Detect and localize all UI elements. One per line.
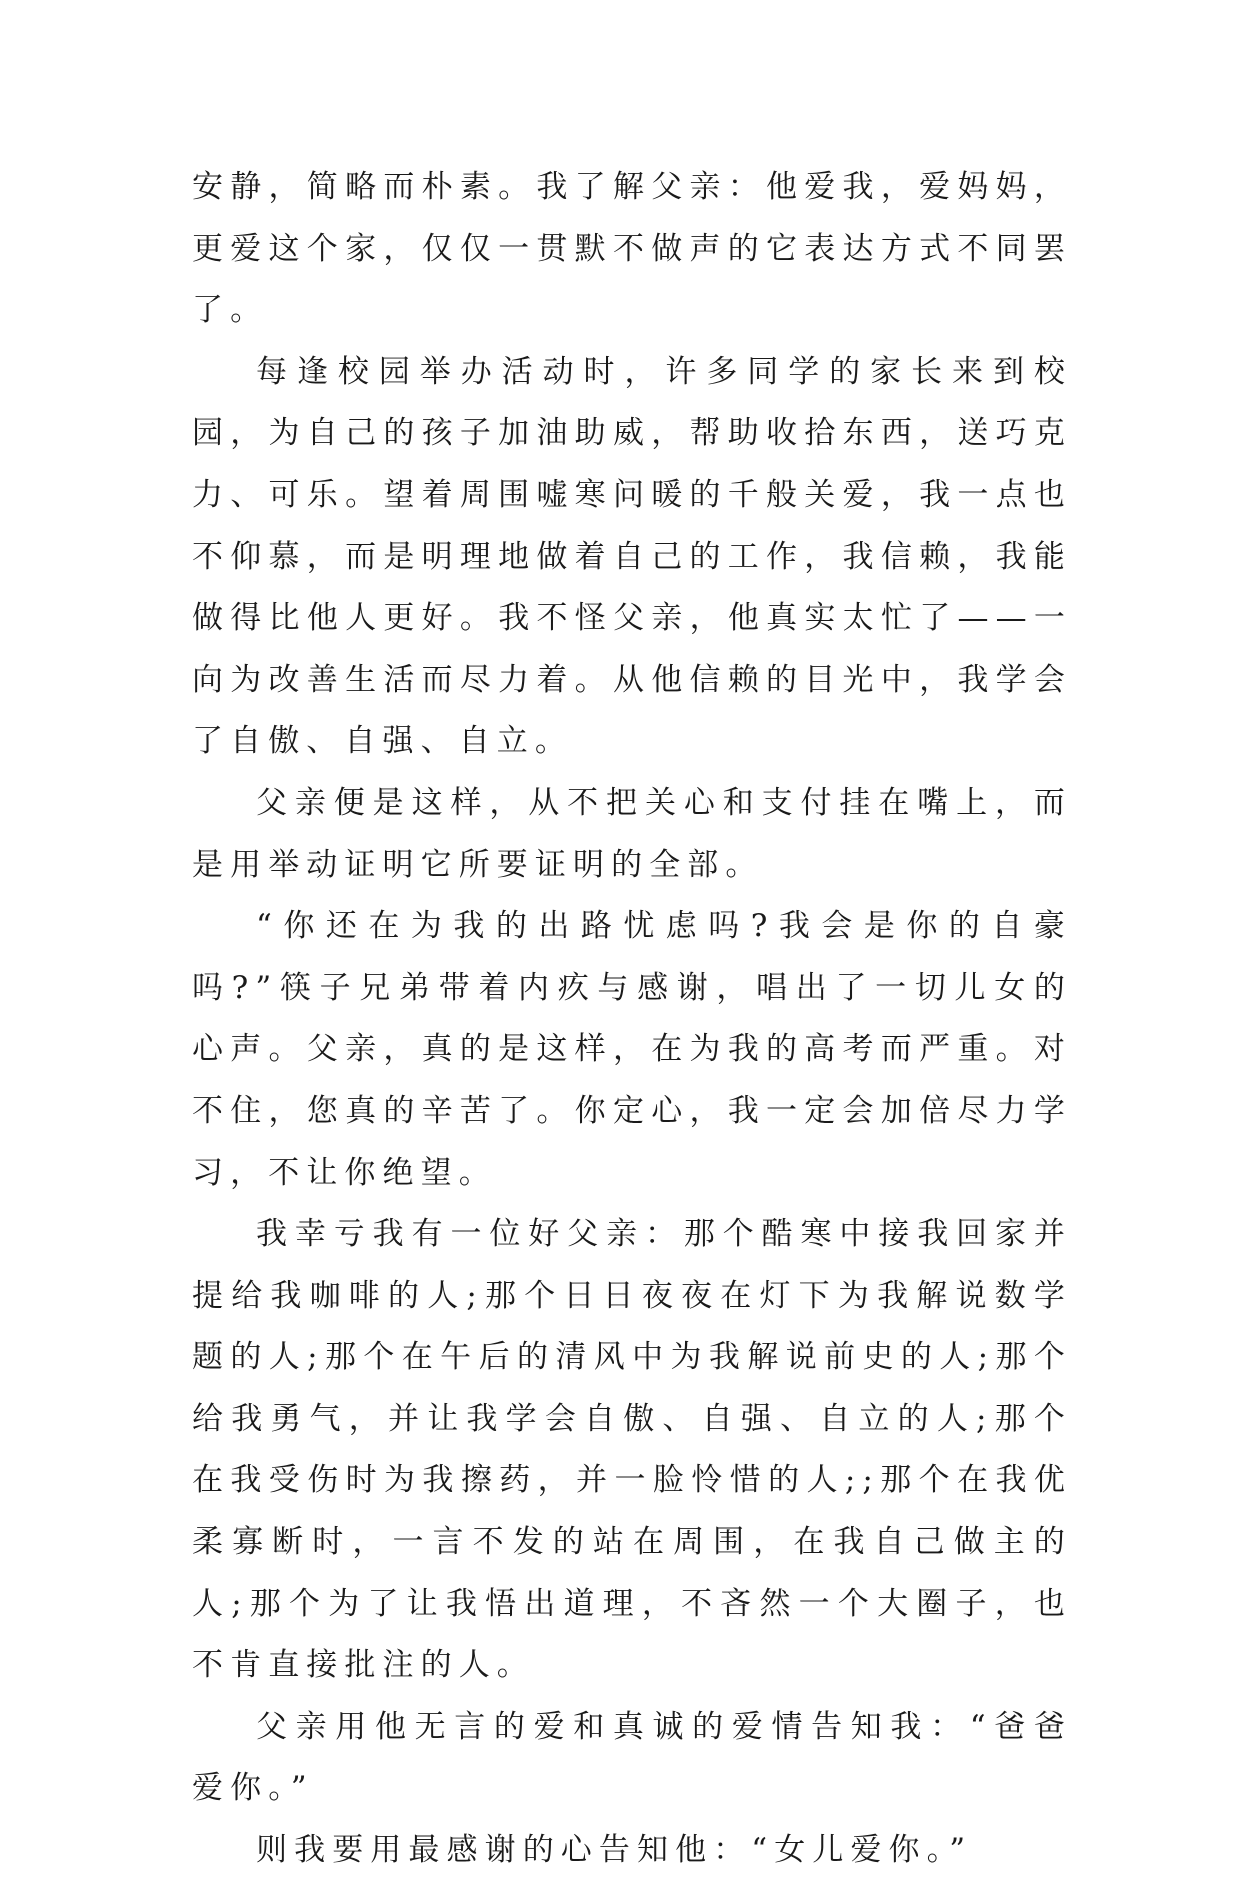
- paragraph-4: “你还在为我的出路忧虑吗?我会是你的自豪吗?”筷子兄弟带着内疚与感谢，唱出了一切儿女的心声。父亲，真的是这样，在为我的高考而严重。对不住，您真的辛苦了。你定心，我一定会加倍尽力学习，不让你绝望。: [192, 908, 1072, 1191]
- paragraph-2: 每逢校园举办活动时，许多同学的家长来到校园，为自己的孩子加油助威，帮助收拾东西，送巧克力、可乐。望着周围嘘寒问暖的千般关爱，我一点也不仰慕，而是明理地做着自己的工作，我信赖，我能做得比他人更好。我不怪父亲，他真实太忙了——一向为改善生活而尽力着。从他信赖的目光中，我学会了自傲、自强、自立。: [192, 353, 1072, 760]
- body-text: [192, 157, 1072, 1882]
- paragraph-1: 安静，简略而朴素。我了解父亲：他爱我，爱妈妈，更爱这个家，仅仅一贯默不做声的它表达方式不同罢了。: [192, 169, 1072, 329]
- paragraph-5: 我幸亏我有一位好父亲：那个酷寒中接我回家并提给我咖啡的人;那个日日夜夜在灯下为我解说数学题的人;那个在午后的清风中为我解说前史的人;那个给我勇气，并让我学会自傲、自强、自立的人;那个在我受伤时为我擦药，并一脸怜惜的人;;那个在我优柔寡断时，一言不发的站在周围，在我自己做主的人;那个为了让我悟出道理，不吝然一个大圈子，也不肯直接批注的人。: [192, 1216, 1072, 1684]
- paragraph-6: 父亲用他无言的爱和真诚的爱情告知我：“爸爸爱你。”: [192, 1708, 1072, 1807]
- paragraph-7: 则我要用最感谢的心告知他：“女儿爱你。”: [256, 1832, 973, 1869]
- paragraph-3: 父亲便是这样，从不把关心和支付挂在嘴上，而是用举动证明它所要证明的全部。: [192, 784, 1072, 883]
